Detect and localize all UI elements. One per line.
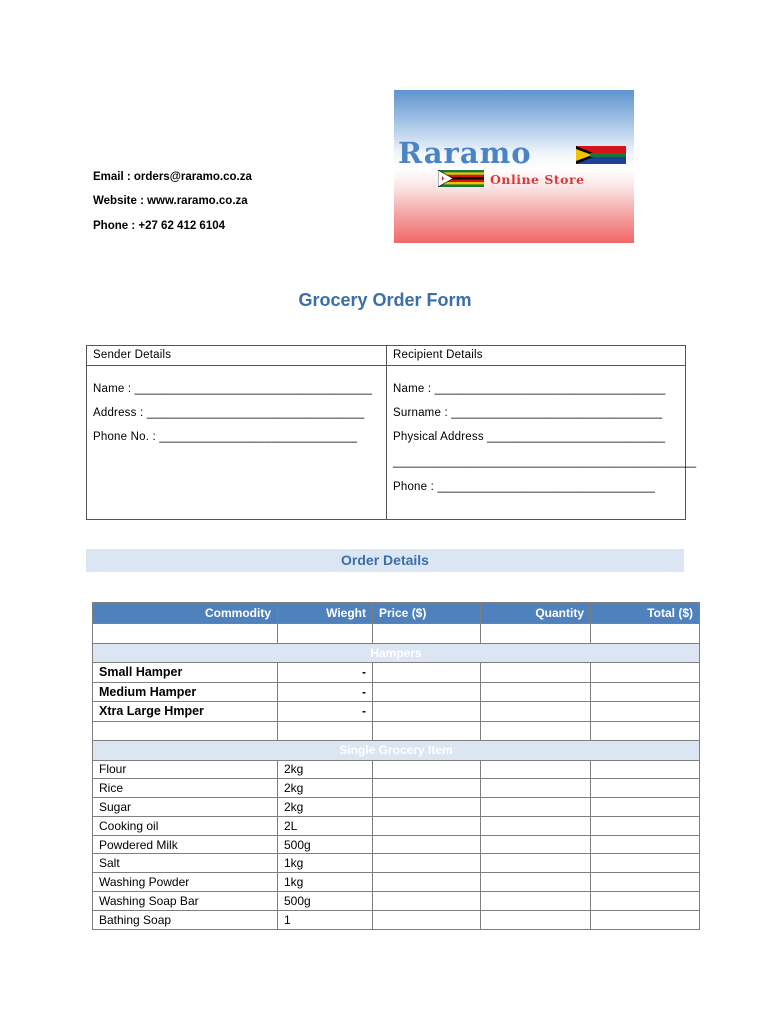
table-row [93, 835, 700, 854]
single-items-label: Single Grocery Item [93, 741, 700, 761]
col-total: Total ($) [591, 603, 700, 624]
price-cell[interactable] [373, 910, 481, 929]
quantity-cell[interactable] [481, 663, 591, 683]
price-cell[interactable] [373, 779, 481, 798]
table-row [93, 779, 700, 798]
total-cell[interactable] [591, 779, 700, 798]
commodity-weight: 500g [278, 892, 373, 911]
quantity-cell[interactable] [481, 779, 591, 798]
table-row [93, 624, 700, 644]
quantity-cell[interactable] [481, 873, 591, 892]
total-cell[interactable] [591, 854, 700, 873]
price-cell[interactable] [373, 663, 481, 683]
table-row [93, 760, 700, 779]
price-cell[interactable] [373, 760, 481, 779]
commodity-name: Xtra Large Hmper [93, 702, 278, 722]
quantity-cell[interactable] [481, 910, 591, 929]
price-cell[interactable] [373, 873, 481, 892]
table-row [93, 702, 700, 722]
sender-address-field[interactable]: Address : _________________________________ [93, 407, 365, 419]
quantity-cell[interactable] [481, 760, 591, 779]
recipient-address-line2[interactable]: ______________________________________________ [393, 456, 697, 468]
commodity-weight: - [278, 663, 373, 683]
table-row [93, 721, 700, 741]
table-row [93, 682, 700, 702]
hampers-section [93, 643, 700, 663]
single-items-section [93, 741, 700, 761]
recipient-phone-field[interactable]: Phone : _________________________________ [393, 481, 656, 493]
col-weight: Wieght [278, 603, 373, 624]
total-cell[interactable] [591, 760, 700, 779]
quantity-cell[interactable] [481, 892, 591, 911]
commodity-weight: 2kg [278, 798, 373, 817]
sender-name-field[interactable]: Name : ____________________________________ [93, 383, 373, 395]
commodity-weight: 1kg [278, 873, 373, 892]
logo-tagline: Online Store [490, 172, 585, 187]
total-cell[interactable] [591, 892, 700, 911]
col-quantity: Quantity [481, 603, 591, 624]
hampers-label: Hampers [93, 643, 700, 663]
table-row [93, 816, 700, 835]
table-row [93, 798, 700, 817]
price-cell[interactable] [373, 702, 481, 722]
price-cell[interactable] [373, 854, 481, 873]
logo-wordmark: Raramo [398, 136, 532, 170]
commodity-weight: 1 [278, 910, 373, 929]
price-cell[interactable] [373, 682, 481, 702]
quantity-cell[interactable] [481, 682, 591, 702]
zimbabwe-flag-icon [438, 170, 484, 187]
recipient-address-field[interactable]: Physical Address ___________________________ [393, 431, 666, 443]
commodity-name: Small Hamper [93, 663, 278, 683]
order-details-title: Order Details [86, 549, 684, 572]
price-cell[interactable] [373, 892, 481, 911]
total-cell[interactable] [591, 682, 700, 702]
commodity-name: Rice [93, 779, 278, 798]
total-cell[interactable] [591, 873, 700, 892]
total-cell[interactable] [591, 702, 700, 722]
total-cell[interactable] [591, 910, 700, 929]
commodity-name: Powdered Milk [93, 835, 278, 854]
commodity-name: Washing Soap Bar [93, 892, 278, 911]
commodity-weight: - [278, 702, 373, 722]
quantity-cell[interactable] [481, 854, 591, 873]
recipient-header: Recipient Details [393, 349, 483, 361]
recipient-name-field[interactable]: Name : ___________________________________ [393, 383, 666, 395]
price-cell[interactable] [373, 816, 481, 835]
commodity-name: Salt [93, 854, 278, 873]
south-africa-flag-icon [576, 146, 626, 164]
quantity-cell[interactable] [481, 835, 591, 854]
commodity-weight: 2kg [278, 760, 373, 779]
quantity-cell[interactable] [481, 702, 591, 722]
commodity-name: Flour [93, 760, 278, 779]
commodity-name: Cooking oil [93, 816, 278, 835]
order-table-header [93, 603, 700, 624]
col-price: Price ($) [373, 603, 481, 624]
commodity-weight: 2kg [278, 779, 373, 798]
sender-header: Sender Details [93, 349, 172, 361]
quantity-cell[interactable] [481, 816, 591, 835]
commodity-weight: 500g [278, 835, 373, 854]
contact-email: Email : orders@raramo.co.za [93, 171, 252, 183]
table-row [93, 854, 700, 873]
contact-phone: Phone : +27 62 412 6104 [93, 220, 226, 232]
price-cell[interactable] [373, 835, 481, 854]
col-commodity: Commodity [93, 603, 278, 624]
order-table [92, 602, 700, 930]
details-box [86, 345, 697, 520]
total-cell[interactable] [591, 816, 700, 835]
page-title: Grocery Order Form [298, 290, 472, 310]
quantity-cell[interactable] [481, 798, 591, 817]
table-row [93, 910, 700, 929]
total-cell[interactable] [591, 835, 700, 854]
store-logo [394, 90, 634, 243]
commodity-weight: - [278, 682, 373, 702]
recipient-surname-field[interactable]: Surname : ________________________________ [393, 407, 663, 419]
commodity-weight: 2L [278, 816, 373, 835]
commodity-name: Bathing Soap [93, 910, 278, 929]
table-row [93, 873, 700, 892]
price-cell[interactable] [373, 798, 481, 817]
commodity-name: Sugar [93, 798, 278, 817]
commodity-weight: 1kg [278, 854, 373, 873]
total-cell[interactable] [591, 798, 700, 817]
total-cell[interactable] [591, 663, 700, 683]
sender-phone-field[interactable]: Phone No. : ______________________________ [93, 431, 358, 443]
table-row [93, 892, 700, 911]
table-row [93, 663, 700, 683]
contact-website: Website : www.raramo.co.za [93, 195, 248, 207]
commodity-name: Washing Powder [93, 873, 278, 892]
commodity-name: Medium Hamper [93, 682, 278, 702]
